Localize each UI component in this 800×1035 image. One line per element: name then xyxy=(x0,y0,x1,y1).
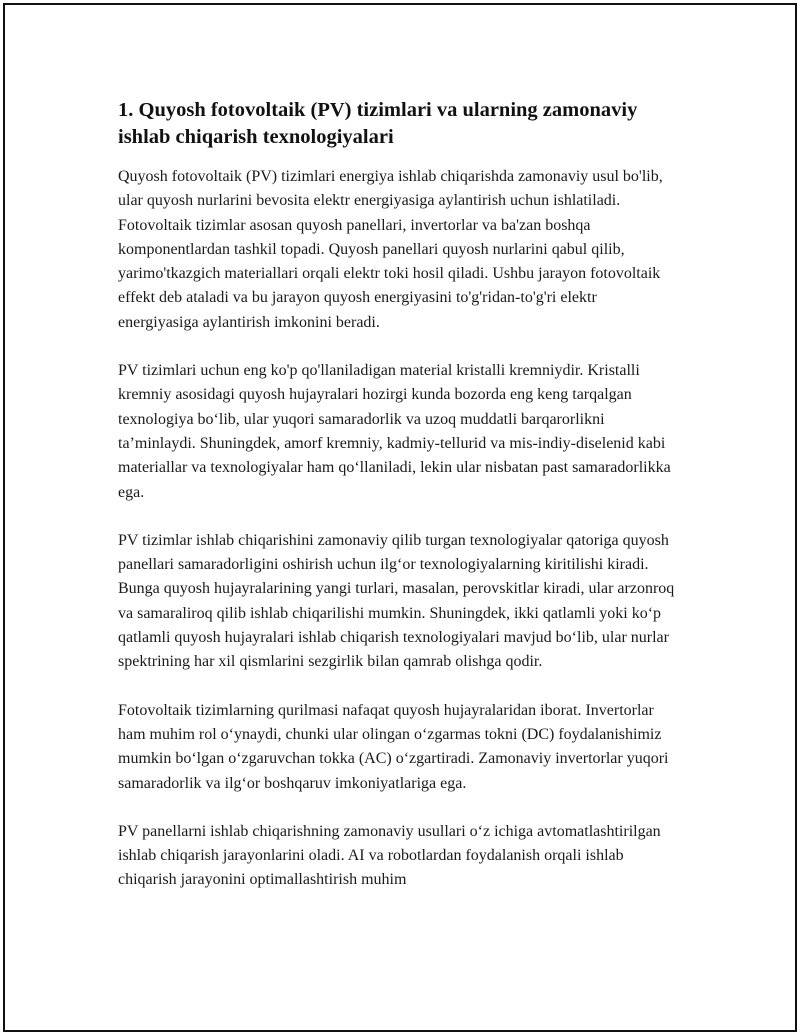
paragraph-3: PV tizimlar ishlab chiqarishini zamonaviy qilib turgan texnologiyalar qatoriga quyosh panellari samaradorligini oshirish uchun ilg‘or texnologiyalarning kiritilishi kiradi. Bunga quyosh hujayralarining yangi turlari, masalan, perovskitlar kiradi, ular arzonroq va samaraliroq qilib ishlab chiqarilishi mumkin. Shuningdek, ikki qatlamli yoki ko‘p qatlamli quyosh hujayralari ishlab chiqarish texnologiyalari mavjud bo‘lib, ular nurlar spektrining har xil qismlarini sezgirlik bilan qamrab olishga qodir. xyxy=(118,531,675,671)
paragraph-4: Fotovoltaik tizimlarning qurilmasi nafaqat quyosh hujayralaridan iborat. Invertorlar ham muhim rol o‘ynaydi, chunki ular olingan o‘zgarmas tokni (DC) foydalanishimiz mumkin bo‘lgan o‘zgaruvchan tokka (AC) o‘zgartiradi. Zamonaviy invertorlar yuqori samaradorlik va ilg‘or boshqaruv imkoniyatlariga ega. xyxy=(118,701,669,792)
page-frame xyxy=(3,3,797,1032)
paragraph-2: PV tizimlari uchun eng ko'p qo'llaniladigan material kristalli kremniydir. Kristalli kremniy asosidagi quyosh hujayralari hozirgi kunda bozorda eng keng tarqalgan texnologiya bo‘lib, ular yuqori samaradorlik va uzoq muddatli barqarorlikni ta’minlaydi. Shuningdek, amorf kremniy, kadmiy-tellurid va mis-indiy-diselenid kabi materiallar va texnologiyalar ham qo‘llaniladi, lekin ular nisbatan past samaradorlikka ega. xyxy=(118,362,671,501)
document-title: 1. Quyosh fotovoltaik (PV) tizimlari va ularning zamonaviy ishlab chiqarish texnologiyalari xyxy=(118,99,638,148)
paragraph-1: Quyosh fotovoltaik (PV) tizimlari energiya ishlab chiqarishda zamonaviy usul bo'lib, ular quyosh nurlarini bevosita elektr energiyasiga aylantirish uchun ishlatiladi. Fotovoltaik tizimlar asosan quyosh panellari, invertorlar va ba'zan boshqa komponentlardan tashkil topadi. Quyosh panellari quyosh nurlarini qabul qilib, yarimo'tkazgich materiallari orqali elektr toki hosil qiladi. Ushbu jarayon fotovoltaik effekt deb ataladi va bu jarayon quyosh energiyasini to'g'ridan-to'g'ri elektr energiyasiga aylantirish imkonini beradi. xyxy=(118,168,663,331)
paragraph-5: PV panellarni ishlab chiqarishning zamonaviy usullari o‘z ichiga avtomatlashtirilgan ishlab chiqarish jarayonlarini oladi. AI va robotlardan foydalanish orqali ishlab chiqarish jarayonini optimallashtirish muhim xyxy=(118,822,661,889)
document-body xyxy=(118,97,678,917)
